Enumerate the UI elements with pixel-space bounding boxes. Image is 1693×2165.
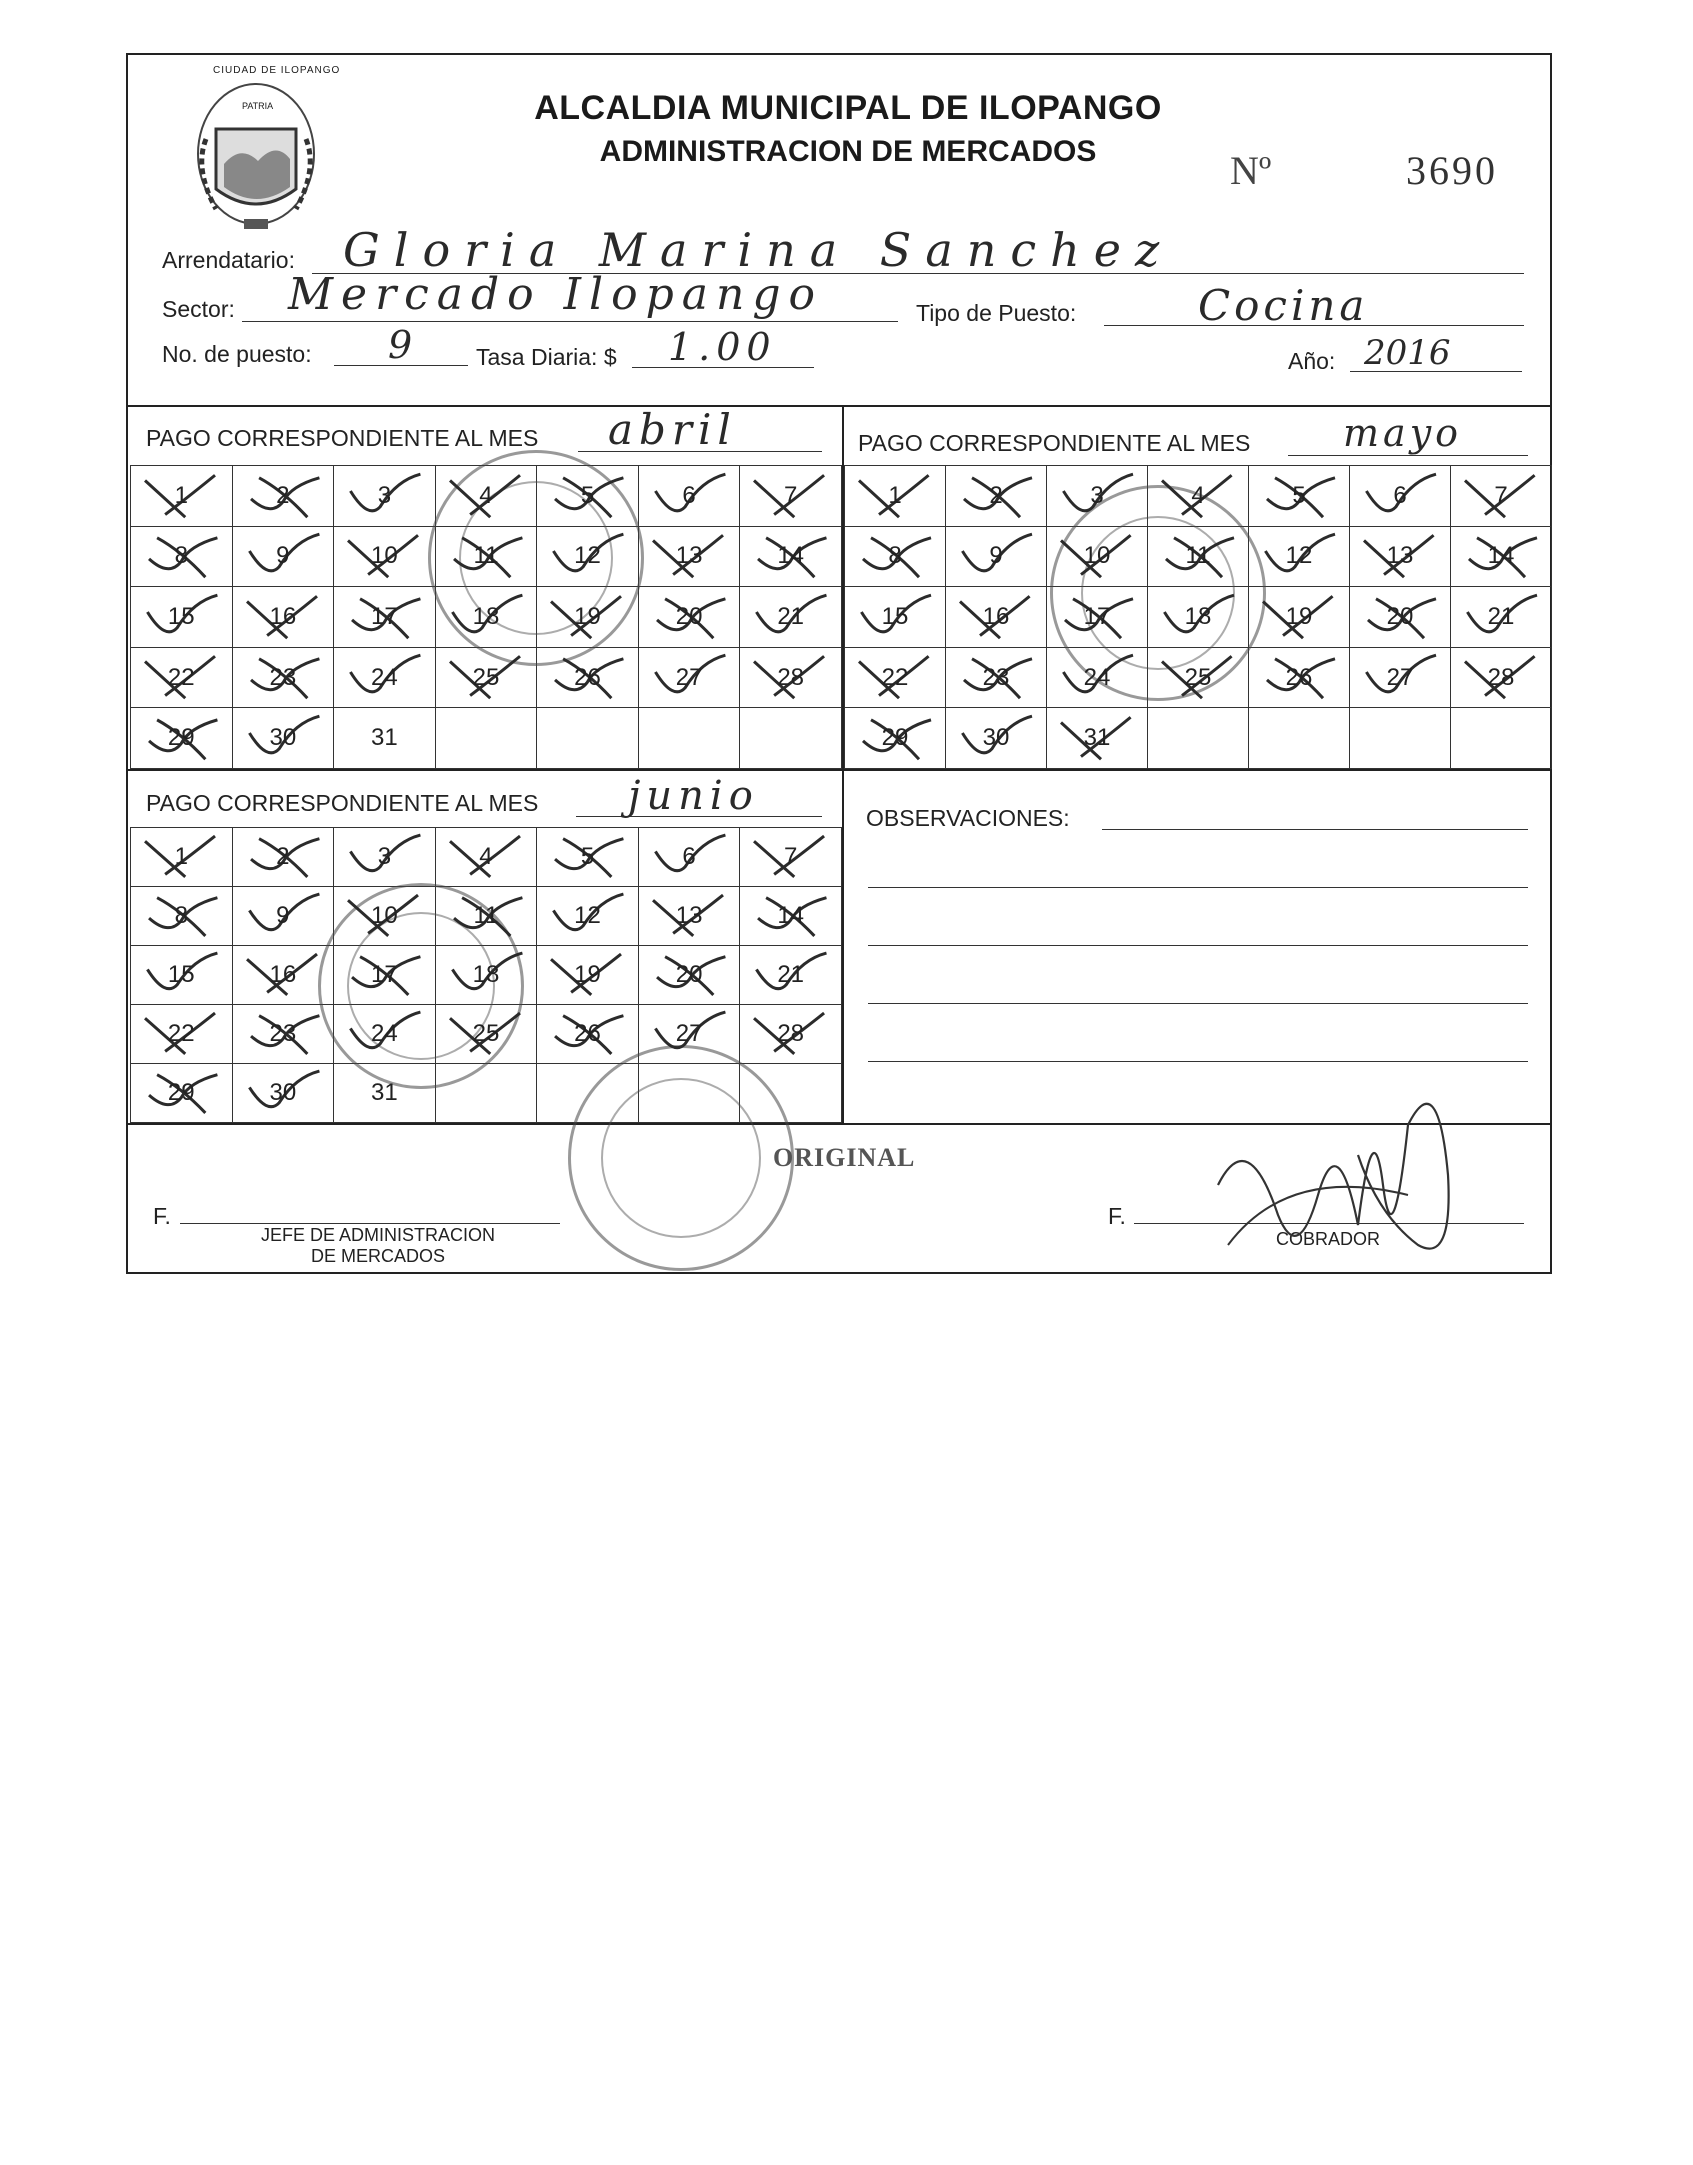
day-cell-2[interactable] — [232, 828, 334, 887]
day-cell-8[interactable] — [131, 526, 233, 587]
day-cell-10[interactable] — [1047, 526, 1148, 587]
day-cell-20[interactable] — [638, 587, 740, 648]
day-cell-20[interactable] — [1350, 587, 1451, 648]
day-number: 17 — [371, 961, 398, 988]
calendar-week-row — [845, 587, 1552, 648]
calendar-empty-cell — [1451, 708, 1552, 769]
day-number: 28 — [1487, 663, 1515, 691]
day-number: 8 — [174, 902, 188, 929]
day-cell-16[interactable] — [232, 587, 334, 648]
day-number: 19 — [574, 961, 601, 988]
day-number: 16 — [982, 602, 1010, 630]
day-number: 8 — [174, 542, 188, 570]
day-cell-6[interactable] — [638, 828, 740, 887]
puesto-value[interactable]: 9 — [388, 323, 413, 367]
day-cell-8[interactable] — [131, 887, 233, 946]
day-cell-25[interactable] — [435, 1005, 537, 1064]
day-number: 25 — [472, 663, 500, 691]
day-cell-23[interactable] — [232, 1005, 334, 1064]
observaciones-line-5[interactable] — [868, 1061, 1528, 1062]
day-cell-23[interactable] — [946, 647, 1047, 708]
signature-f-right: F. — [1108, 1203, 1126, 1229]
day-number: 3 — [377, 843, 392, 870]
day-number: 16 — [269, 961, 297, 988]
day-number: 7 — [784, 481, 798, 509]
jefe-caption-line1: JEFE DE ADMINISTRACION — [260, 1225, 496, 1245]
day-number: 9 — [276, 902, 290, 929]
day-number: 17 — [1083, 602, 1111, 630]
day-cell-13[interactable] — [638, 887, 740, 946]
day-number: 8 — [888, 542, 902, 570]
day-cell-1[interactable] — [131, 828, 233, 887]
day-cell-5[interactable] — [537, 466, 639, 527]
day-number: 26 — [574, 1020, 601, 1047]
day-number: 10 — [371, 902, 398, 929]
calendar-empty-cell — [537, 1064, 639, 1123]
observaciones-label: OBSERVACIONES: — [866, 805, 1070, 831]
day-number: 3 — [1090, 481, 1104, 509]
day-cell-30[interactable] — [232, 1064, 334, 1123]
day-number: 12 — [574, 542, 601, 570]
day-cell-24[interactable] — [334, 1005, 436, 1064]
day-number: 22 — [167, 663, 195, 691]
day-number: 19 — [574, 602, 601, 630]
calendar-week-row — [131, 587, 842, 648]
day-number: 7 — [1494, 481, 1508, 509]
sector-line — [242, 321, 898, 322]
day-cell-29[interactable] — [845, 708, 946, 769]
day-number: 12 — [1285, 542, 1313, 570]
day-cell-6[interactable] — [638, 466, 740, 527]
day-cell-29[interactable] — [131, 708, 233, 769]
day-number: 2 — [276, 843, 290, 870]
day-number: 29 — [167, 724, 195, 752]
tipo-puesto-value[interactable]: Cocina — [1198, 281, 1369, 330]
number-label: Nº — [1230, 148, 1272, 193]
calendar-week-row — [131, 828, 842, 887]
day-number: 20 — [1386, 602, 1414, 630]
day-cell-31[interactable] — [334, 708, 436, 769]
day-cell-14[interactable] — [1451, 526, 1552, 587]
calendar-empty-cell — [1148, 708, 1249, 769]
day-number: 10 — [1083, 542, 1111, 570]
calendar-empty-cell — [537, 708, 639, 769]
calendar-empty-cell — [435, 708, 537, 769]
day-cell-12[interactable] — [537, 526, 639, 587]
day-cell-27[interactable] — [638, 647, 740, 708]
day-number: 24 — [371, 663, 398, 691]
day-cell-5[interactable] — [1249, 466, 1350, 527]
day-cell-7[interactable] — [740, 466, 842, 527]
observaciones-line-3[interactable] — [868, 945, 1528, 946]
arrendatario-label: Arrendatario: — [162, 247, 295, 273]
day-cell-3[interactable] — [334, 828, 436, 887]
original-stamp: ORIGINAL — [773, 1143, 916, 1172]
day-number: 22 — [167, 1020, 195, 1047]
day-cell-27[interactable] — [1350, 647, 1451, 708]
day-cell-15[interactable] — [131, 946, 233, 1005]
day-number: 23 — [269, 1020, 297, 1047]
observaciones-line-4[interactable] — [868, 1003, 1528, 1004]
day-number: 9 — [276, 542, 290, 570]
day-cell-9[interactable] — [946, 526, 1047, 587]
page-title: ALCALDIA MUNICIPAL DE ILOPANGO — [534, 89, 1162, 127]
day-number: 2 — [989, 481, 1003, 509]
day-number: 4 — [479, 481, 493, 509]
day-cell-5[interactable] — [537, 828, 639, 887]
day-number: 24 — [1083, 663, 1111, 691]
day-number: 13 — [675, 902, 703, 929]
cobrador-caption: COBRADOR — [1275, 1229, 1380, 1249]
day-number: 18 — [1184, 602, 1212, 630]
day-cell-15[interactable] — [131, 587, 233, 648]
municipal-crest-icon — [186, 69, 326, 239]
calendar-week-row — [845, 466, 1552, 527]
jefe-caption-line2: DE MERCADOS — [310, 1246, 445, 1266]
puesto-label: No. de puesto: — [162, 341, 312, 367]
day-number: 25 — [472, 1020, 500, 1047]
day-cell-29[interactable] — [131, 1064, 233, 1123]
sector-value[interactable]: Mercado Ilopango — [288, 269, 823, 320]
form-number: 3690 — [1406, 148, 1498, 193]
day-number: 1 — [174, 481, 188, 509]
day-cell-30[interactable] — [232, 708, 334, 769]
day-cell-6[interactable] — [1350, 466, 1451, 527]
day-cell-27[interactable] — [638, 1005, 740, 1064]
day-cell-3[interactable] — [334, 466, 436, 527]
day-number: 4 — [1191, 481, 1205, 509]
market-payment-form — [126, 53, 1552, 1274]
day-cell-18[interactable] — [435, 946, 537, 1005]
day-cell-17[interactable] — [334, 946, 436, 1005]
day-cell-17[interactable] — [1047, 587, 1148, 648]
day-cell-28[interactable] — [740, 647, 842, 708]
day-number: 31 — [1083, 724, 1111, 752]
calendar-empty-cell — [638, 708, 740, 769]
day-number: 27 — [675, 1020, 703, 1047]
tasa-value[interactable]: 1.00 — [668, 325, 777, 369]
day-number: 9 — [989, 542, 1003, 570]
day-number: 3 — [377, 481, 392, 509]
day-number: 15 — [167, 602, 195, 630]
month-3-label: PAGO CORRESPONDIENTE AL MES — [146, 790, 539, 816]
day-cell-26[interactable] — [537, 647, 639, 708]
day-number: 6 — [1393, 481, 1407, 509]
calendar-week-row — [131, 647, 842, 708]
day-cell-14[interactable] — [740, 526, 842, 587]
day-cell-26[interactable] — [1249, 647, 1350, 708]
day-number: 2 — [276, 481, 290, 509]
day-cell-23[interactable] — [232, 647, 334, 708]
day-number: 21 — [1487, 602, 1515, 630]
day-number: 23 — [982, 663, 1010, 691]
day-cell-14[interactable] — [740, 887, 842, 946]
day-number: 23 — [269, 663, 297, 691]
calendar-week-row — [845, 526, 1552, 587]
day-cell-30[interactable] — [946, 708, 1047, 769]
day-number: 11 — [473, 542, 499, 570]
day-cell-1[interactable] — [131, 466, 233, 527]
day-cell-28[interactable] — [1451, 647, 1552, 708]
month-2-line — [1288, 455, 1528, 456]
day-cell-13[interactable] — [1350, 526, 1451, 587]
day-cell-4[interactable] — [435, 466, 537, 527]
day-number: 15 — [167, 961, 195, 988]
day-number: 1 — [174, 843, 188, 870]
calendar-empty-cell — [1249, 708, 1350, 769]
tipo-puesto-label: Tipo de Puesto: — [916, 300, 1077, 326]
day-number: 14 — [1487, 542, 1515, 570]
section-divider-top — [128, 405, 1552, 407]
day-number: 5 — [1292, 481, 1306, 509]
day-cell-22[interactable] — [845, 647, 946, 708]
day-cell-2[interactable] — [232, 466, 334, 527]
day-number: 12 — [574, 902, 601, 929]
day-cell-20[interactable] — [638, 946, 740, 1005]
day-number: 7 — [784, 843, 798, 870]
day-number: 30 — [269, 1079, 297, 1106]
day-cell-7[interactable] — [740, 828, 842, 887]
day-cell-19[interactable] — [537, 946, 639, 1005]
section-divider-middle — [128, 769, 1552, 771]
day-cell-21[interactable] — [740, 946, 842, 1005]
crest-text-mid: PATRIA — [242, 101, 274, 111]
day-cell-22[interactable] — [131, 1005, 233, 1064]
day-cell-21[interactable] — [740, 587, 842, 648]
day-number: 6 — [682, 481, 696, 509]
calendar-week-row — [845, 708, 1552, 769]
day-number: 18 — [472, 961, 500, 988]
day-cell-19[interactable] — [537, 587, 639, 648]
day-number: 22 — [881, 663, 909, 691]
day-number: 21 — [777, 961, 805, 988]
day-cell-15[interactable] — [845, 587, 946, 648]
day-cell-13[interactable] — [638, 526, 740, 587]
day-number: 31 — [371, 724, 398, 752]
day-cell-25[interactable] — [435, 647, 537, 708]
day-number: 31 — [371, 1079, 398, 1106]
day-number: 11 — [1185, 542, 1211, 570]
day-number: 10 — [371, 542, 398, 570]
calendar-empty-cell — [740, 708, 842, 769]
day-cell-7[interactable] — [1451, 466, 1552, 527]
day-cell-18[interactable] — [435, 587, 537, 648]
calendar-week-row — [131, 1005, 842, 1064]
day-cell-16[interactable] — [946, 587, 1047, 648]
day-number: 1 — [888, 481, 902, 509]
calendar-empty-cell — [638, 1064, 740, 1123]
month-1-name[interactable]: abril — [608, 405, 737, 454]
day-cell-12[interactable] — [1249, 526, 1350, 587]
day-number: 6 — [682, 843, 696, 870]
day-cell-22[interactable] — [131, 647, 233, 708]
calendar-week-row — [845, 647, 1552, 708]
day-cell-2[interactable] — [946, 466, 1047, 527]
day-number: 11 — [473, 902, 499, 929]
calendar-empty-cell — [435, 1064, 537, 1123]
day-cell-31[interactable] — [1047, 708, 1148, 769]
day-cell-21[interactable] — [1451, 587, 1552, 648]
calendar-week-row — [131, 1064, 842, 1123]
day-cell-9[interactable] — [232, 887, 334, 946]
day-cell-8[interactable] — [845, 526, 946, 587]
month-2-label: PAGO CORRESPONDIENTE AL MES — [858, 430, 1251, 456]
day-number: 26 — [1285, 663, 1313, 691]
cobrador-signature-icon — [1208, 1065, 1468, 1295]
day-number: 16 — [269, 602, 297, 630]
day-cell-19[interactable] — [1249, 587, 1350, 648]
day-number: 5 — [580, 843, 595, 870]
day-number: 30 — [982, 724, 1010, 752]
day-number: 29 — [167, 1079, 195, 1106]
day-cell-16[interactable] — [232, 946, 334, 1005]
arrendatario-value[interactable]: Gloria Marina Sanchez — [343, 223, 1174, 277]
day-number: 20 — [675, 602, 703, 630]
day-number: 20 — [675, 961, 703, 988]
day-number: 21 — [777, 602, 805, 630]
calendar-week-row — [131, 708, 842, 769]
day-number: 19 — [1285, 602, 1313, 630]
day-number: 25 — [1184, 663, 1212, 691]
day-number: 17 — [371, 602, 398, 630]
sector-label: Sector: — [162, 296, 235, 322]
day-cell-4[interactable] — [435, 828, 537, 887]
day-number: 24 — [371, 1020, 398, 1047]
day-number: 14 — [777, 542, 805, 570]
day-cell-31[interactable] — [334, 1064, 436, 1123]
month-2-name[interactable]: mayo — [1343, 411, 1463, 455]
day-cell-1[interactable] — [845, 466, 946, 527]
day-number: 18 — [472, 602, 500, 630]
signature-f-left: F. — [153, 1203, 171, 1229]
day-cell-12[interactable] — [537, 887, 639, 946]
day-cell-17[interactable] — [334, 587, 436, 648]
day-number: 14 — [777, 902, 805, 929]
day-cell-9[interactable] — [232, 526, 334, 587]
day-number: 4 — [479, 843, 493, 870]
day-number: 28 — [777, 663, 805, 691]
day-number: 26 — [574, 663, 601, 691]
day-cell-4[interactable] — [1148, 466, 1249, 527]
day-cell-11[interactable] — [435, 526, 537, 587]
day-number: 5 — [580, 481, 595, 509]
month-3-name[interactable]: junio — [628, 773, 759, 819]
month-1-label: PAGO CORRESPONDIENTE AL MES — [146, 425, 539, 451]
page-subtitle: ADMINISTRACION DE MERCADOS — [599, 135, 1097, 168]
calendar-empty-cell — [1350, 708, 1451, 769]
calendar-week-row — [131, 946, 842, 1005]
calendar-week-row — [131, 466, 842, 527]
calendar-week-row — [131, 887, 842, 946]
calendar-week-row — [131, 526, 842, 587]
tasa-label: Tasa Diaria: $ — [476, 344, 617, 370]
anio-value[interactable]: 2016 — [1364, 333, 1451, 373]
month-3-calendar — [130, 827, 842, 1123]
day-cell-18[interactable] — [1148, 587, 1249, 648]
day-cell-10[interactable] — [334, 887, 436, 946]
day-number: 13 — [1386, 542, 1414, 570]
day-number: 15 — [881, 602, 909, 630]
day-number: 27 — [675, 663, 703, 691]
day-number: 30 — [269, 724, 297, 752]
jefe-signature-line[interactable] — [180, 1223, 560, 1224]
day-cell-24[interactable] — [334, 647, 436, 708]
day-number: 13 — [675, 542, 703, 570]
day-number: 29 — [881, 724, 909, 752]
jefe-caption — [228, 1225, 528, 1267]
day-cell-3[interactable] — [1047, 466, 1148, 527]
month-1-calendar — [130, 465, 842, 769]
day-cell-24[interactable] — [1047, 647, 1148, 708]
day-cell-11[interactable] — [435, 887, 537, 946]
day-cell-26[interactable] — [537, 1005, 639, 1064]
anio-label: Año: — [1288, 348, 1336, 374]
day-cell-25[interactable] — [1148, 647, 1249, 708]
observaciones-line-1[interactable] — [1102, 829, 1528, 830]
day-number: 27 — [1386, 663, 1414, 691]
month-2-calendar — [844, 465, 1552, 769]
crest-text-top: CIUDAD DE ILOPANGO — [213, 65, 341, 76]
observaciones-line-2[interactable] — [868, 887, 1528, 888]
calendar-empty-cell — [740, 1064, 842, 1123]
day-number: 28 — [777, 1020, 805, 1047]
day-cell-11[interactable] — [1148, 526, 1249, 587]
day-cell-10[interactable] — [334, 526, 436, 587]
day-cell-28[interactable] — [740, 1005, 842, 1064]
